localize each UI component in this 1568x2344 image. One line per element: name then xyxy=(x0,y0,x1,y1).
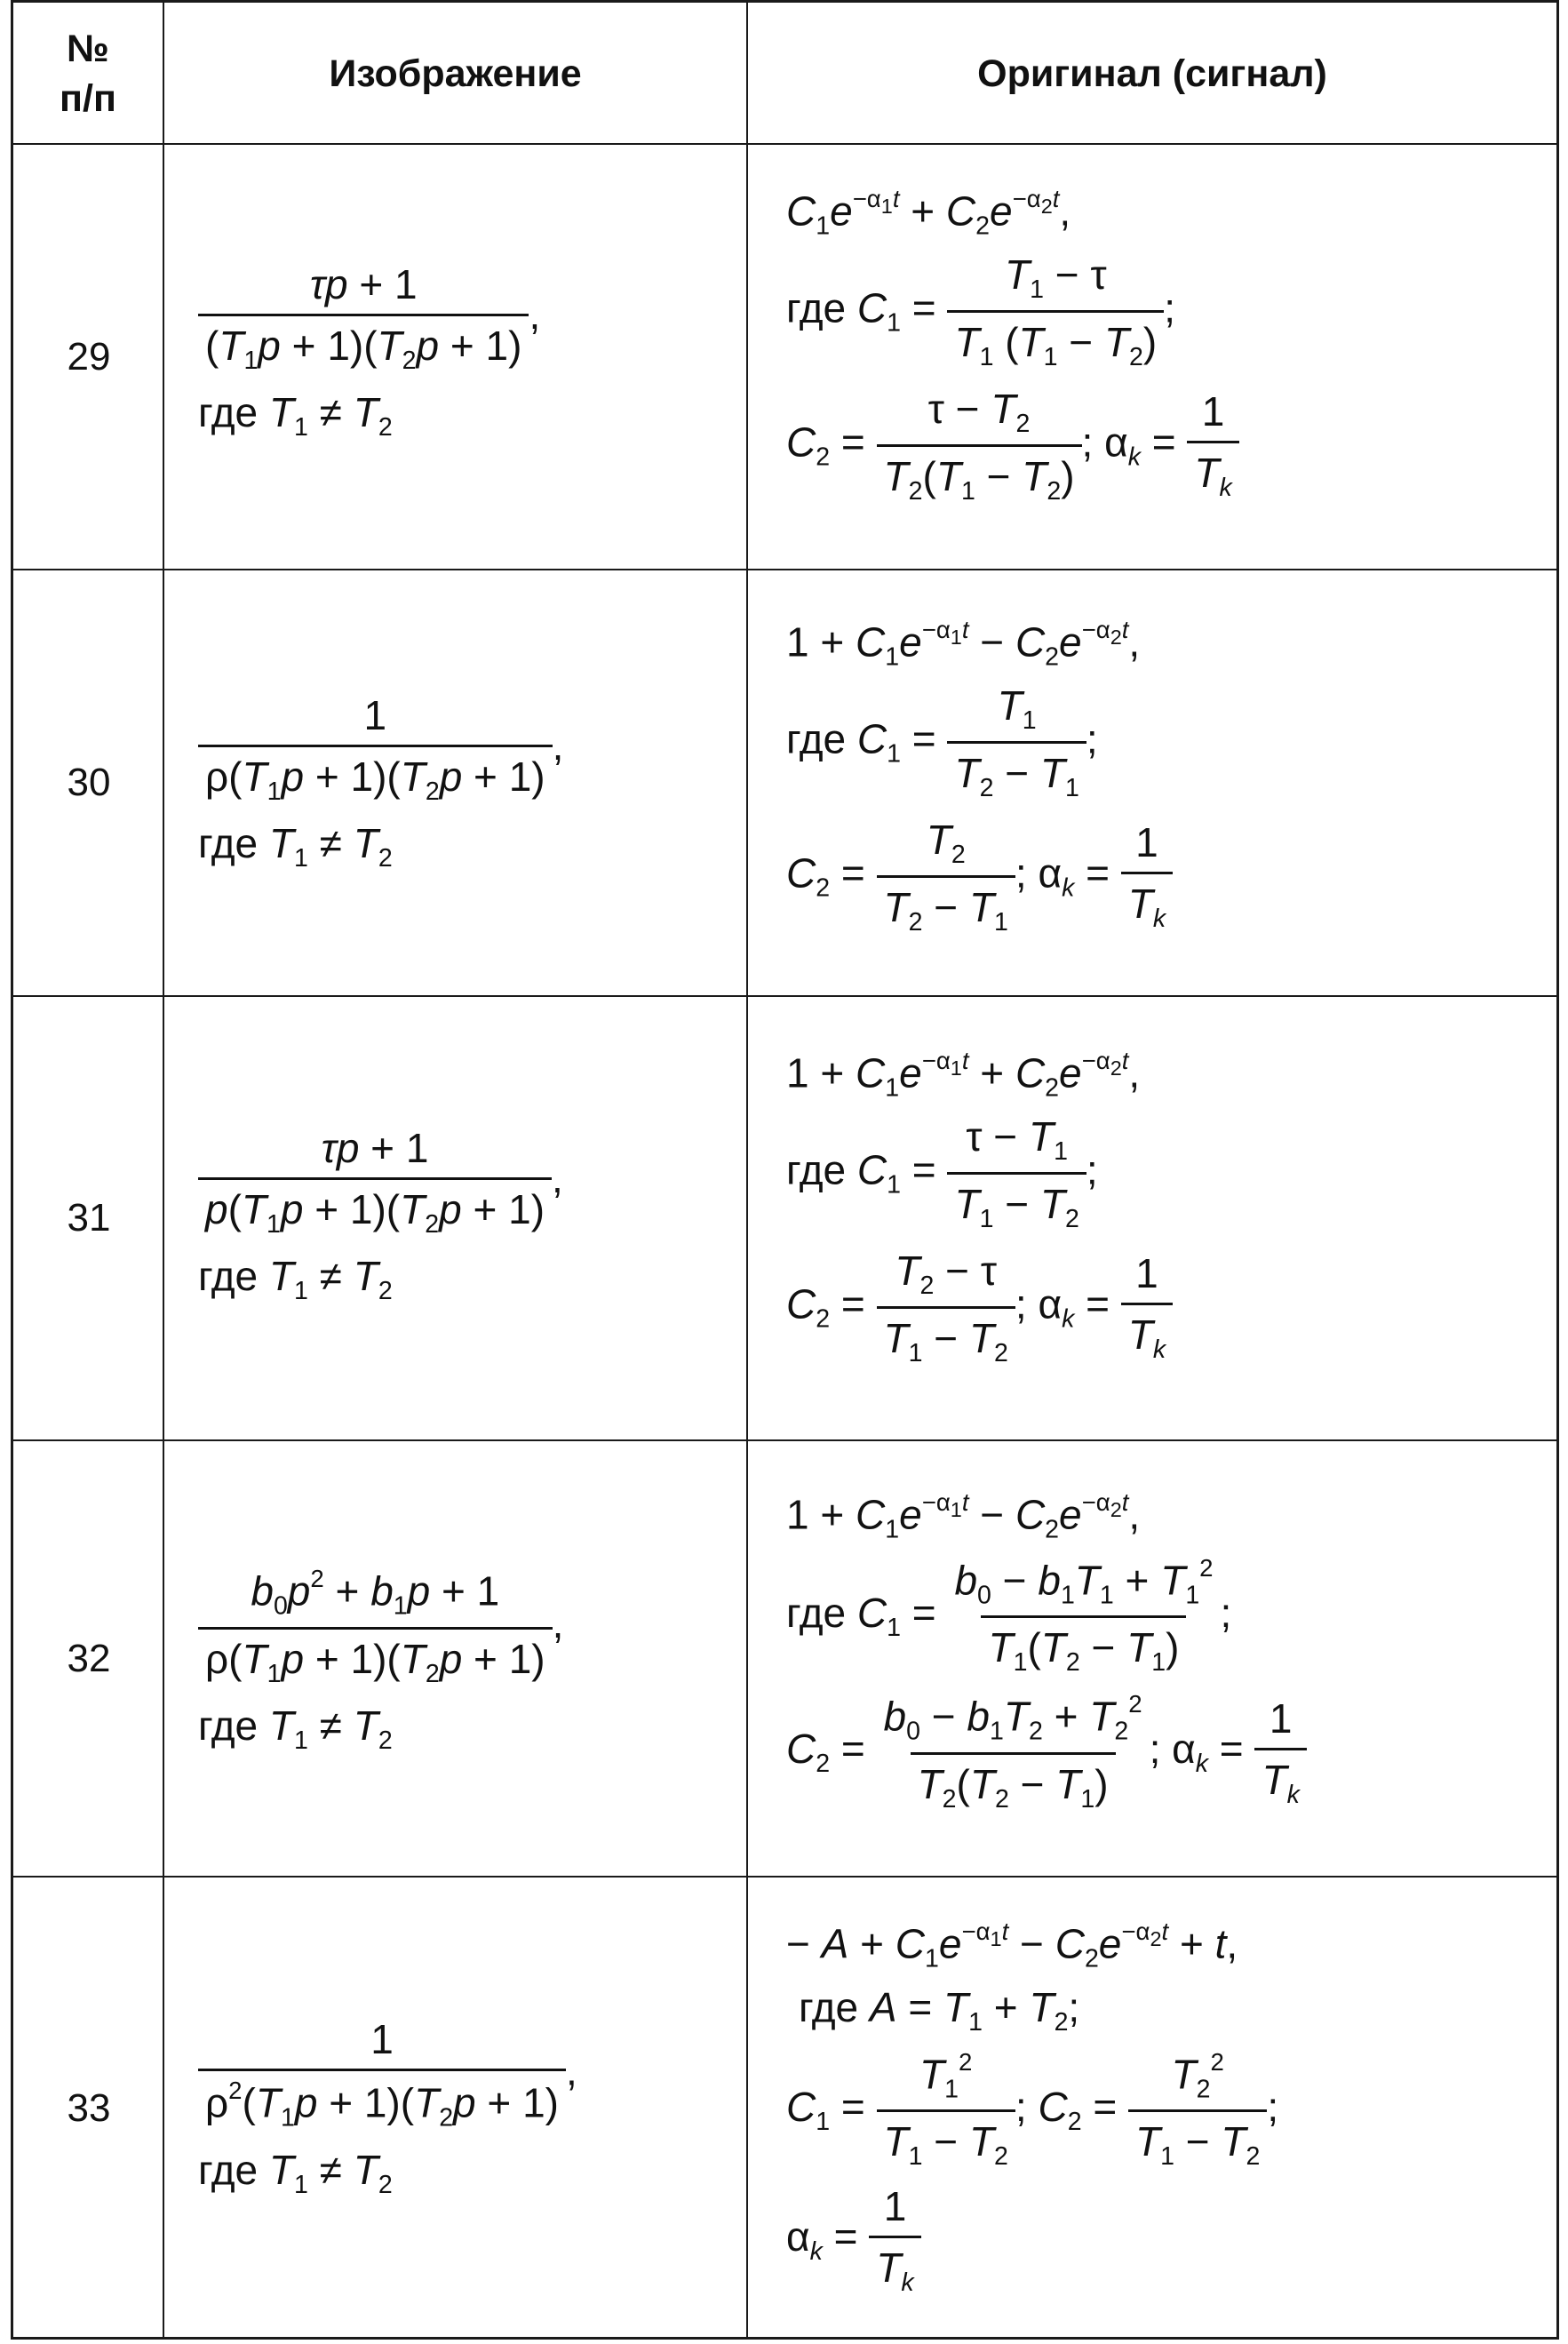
row-divider xyxy=(13,995,1556,997)
where-label: где xyxy=(799,1983,859,2030)
condition-label: где xyxy=(198,1702,259,1749)
image-formula-33: $\frac{1}{\rho^2(T_1p + 1)(T_2p + 1)}$ , где $T_1 \ne T_2$ xyxy=(198,2016,577,2199)
image-formula-31: $\frac{\tau p + 1}{p(T_1p + 1)(T_2p + 1)}$ , где $T_1 \ne T_2$ xyxy=(198,1125,563,1305)
row-divider xyxy=(13,1439,1556,1441)
row-number: 32 xyxy=(67,1636,111,1680)
where-label: где xyxy=(786,1146,847,1193)
row-number: 33 xyxy=(67,2086,111,2130)
condition-label: где xyxy=(198,819,259,866)
image-formula-30: $\frac{1}{\rho(T_1p + 1)(T_2p + 1)}$ , где $T_1 \ne T_2$ xyxy=(198,692,564,873)
column-divider xyxy=(746,3,748,2337)
row-divider xyxy=(13,569,1556,570)
header-original: Оригинал (сигнал) xyxy=(977,52,1327,95)
condition-label: где xyxy=(198,1252,259,1299)
row-number: 30 xyxy=(67,761,111,804)
original-formula-32: $1 + C_1e^{-\alpha_1t} - C_2e^{-\alpha_2t}$, где $C_1$ = $\frac{b_0 - b_1T_1 + T_1^2}{T_1(T_2 - T_1)}$ ; $C_2$ = $\frac{b_0 - b_1T_2 + T_2^2}{T_2(T_2 - T_1)}$ ; $\alpha_k$ = $\frac{1}{T_k}$ xyxy=(786,1488,1307,1814)
condition-label: где xyxy=(198,2146,259,2193)
where-label: где xyxy=(786,1589,847,1636)
original-formula-33: − $A + C_1e^{-\alpha_1t} - C_2e^{-\alpha_2t} + t$, где $A = T_1 + T_2$; $C_1$ = $\frac{T_1^2}{T_1 - T_2}$ ; $C_2$ = $\frac{T_2^2}{T_1 - T_2}$ ; $\alpha_k$ = $\frac{1}{T_k}$ xyxy=(786,1917,1279,2298)
condition-label: где xyxy=(198,388,259,435)
header-image: Изображение xyxy=(329,52,582,95)
row-number: 29 xyxy=(67,334,111,379)
original-formula-30: $1 + C_1e^{-\alpha_1t} - C_2e^{-\alpha_2t}$, где $C_1$ = $\frac{T_1}{T_2 - T_1}$ ; $C_2$ = $\frac{T_2}{T_2 - T_1}$ ; $\alpha_k$ = $\frac{1}{T_k}$ xyxy=(786,616,1173,937)
header-number-sign: № xyxy=(67,28,109,70)
where-label: где xyxy=(786,284,847,331)
original-formula-29: $C_1e^{-\alpha_1t} + C_2e^{-\alpha_2t}$, где $C_1$ = $\frac{T_1 - \tau}{T_1 (T_1 - T_2)}$ ; $C_2$ = $\frac{\tau - T_2}{T_2(T_1 - T_2)}$ ; $\alpha_k$ = $\frac{1}{T_k}$ xyxy=(786,185,1239,506)
image-formula-29: $\frac{\tau p + 1}{(T_1p + 1)(T_2p + 1)}$ , где $T_1 \ne T_2$ xyxy=(198,261,541,442)
row-number: 31 xyxy=(67,1196,111,1240)
header-number-abbrev: п/п xyxy=(60,77,116,120)
image-formula-32: $\frac{b_0p^2 + b_1p + 1}{\rho(T_1p + 1)(T_2p + 1)}$ , где $T_1 \ne T_2$ xyxy=(198,1565,564,1755)
where-label: где xyxy=(786,715,847,762)
row-divider xyxy=(13,1876,1556,1878)
header-number xyxy=(13,3,163,145)
transform-table xyxy=(11,0,1559,2340)
original-formula-31: $1 + C_1e^{-\alpha_1t} + C_2e^{-\alpha_2t}$, где $C_1$ = $\frac{\tau - T_1}{T_1 - T_2}$ ; $C_2$ = $\frac{T_2 - \tau}{T_1 - T_2}$ ; $\alpha_k$ = $\frac{1}{T_k}$ xyxy=(786,1047,1173,1368)
